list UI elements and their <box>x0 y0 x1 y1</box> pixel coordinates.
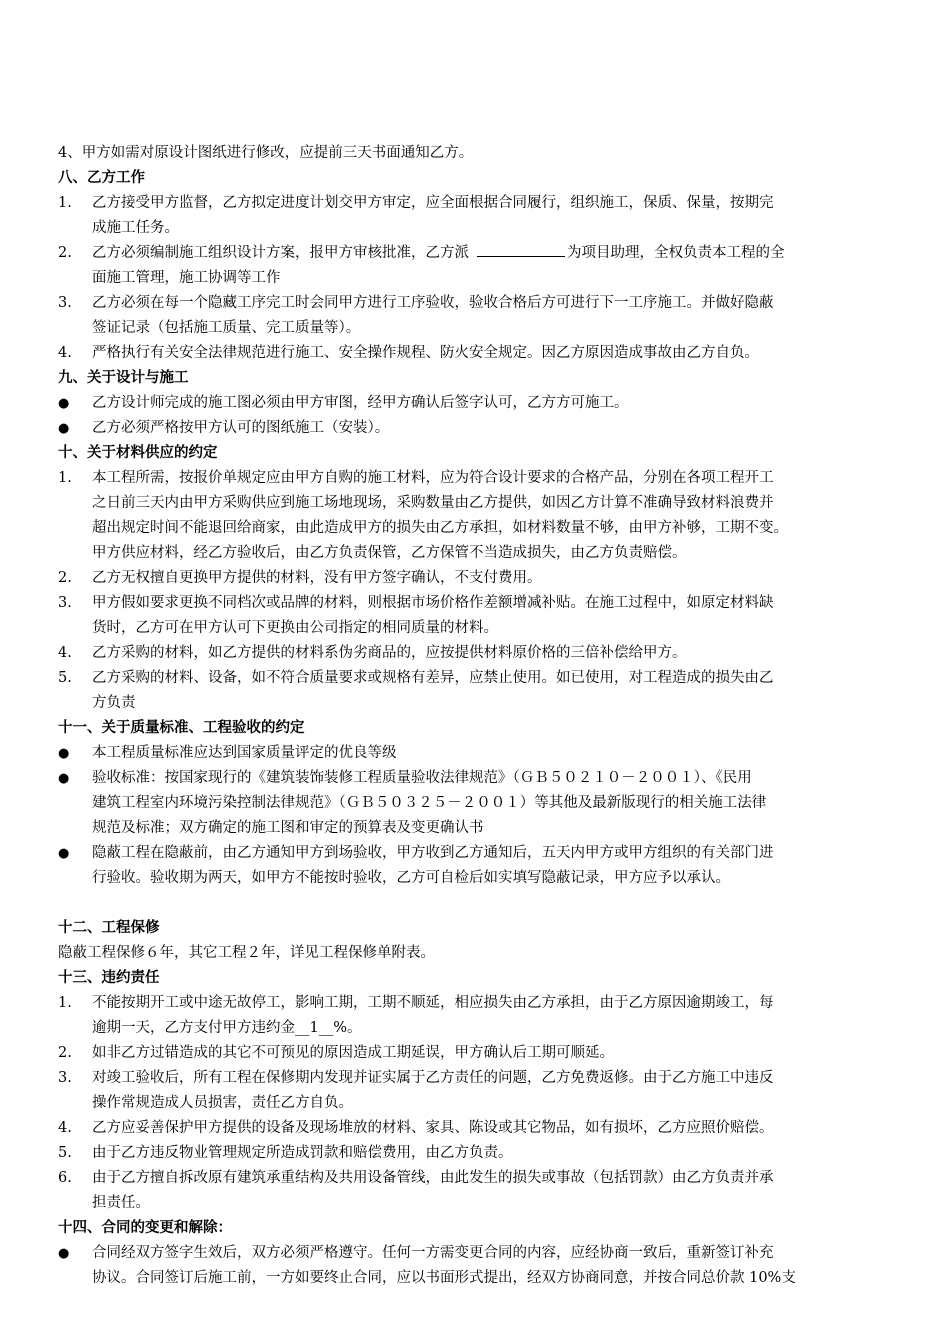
item-number: 3. <box>58 295 72 311</box>
item-line: 严格执行有关安全法律规范进行施工、安全操作规程、防火安全规定。因乙方原因造成事故由乙方自负。 <box>92 345 759 361</box>
item-number: 3. <box>58 595 72 611</box>
item-number: 1. <box>58 995 72 1011</box>
list-item <box>58 991 898 1041</box>
list-item <box>58 1116 898 1141</box>
item-line: 协议。合同签订后施工前，一方如要终止合同，应以书面形式提出，经双方协商同意，并按合同总价款 10%支 <box>92 1270 796 1286</box>
section-14-title: 十四、合同的变更和解除： <box>58 1220 232 1236</box>
list-item <box>58 191 898 241</box>
list-item <box>58 391 898 416</box>
bullet-icon: ● <box>58 396 70 411</box>
contract-page <box>58 141 898 1291</box>
item-line: 乙方无权擅自更换甲方提供的材料，没有甲方签字确认，不支付费用。 <box>92 570 542 586</box>
list-item <box>58 741 898 766</box>
fill-in-blank[interactable] <box>477 241 565 257</box>
item-line: 方负责 <box>92 695 136 711</box>
item-number: 5. <box>58 670 72 686</box>
item-number: 6. <box>58 1170 72 1186</box>
item-line <box>92 241 898 266</box>
list-item <box>58 766 898 841</box>
bullet-icon: ● <box>58 846 70 861</box>
item-line: 甲方供应材料，经乙方验收后，由乙方负责保管，乙方保管不当造成损失，由乙方负责赔偿。 <box>92 545 687 561</box>
item-line: 签证记录（包括施工质量、完工质量等）。 <box>92 320 361 336</box>
list-item <box>58 1166 898 1216</box>
list-item <box>58 1066 898 1116</box>
item-number: 4. <box>58 1120 72 1136</box>
list-item <box>58 566 898 591</box>
item-line: 乙方应妥善保护甲方提供的设备及现场堆放的材料、家具、陈设或其它物品，如有损坏，乙方应照价赔偿。 <box>92 1120 774 1136</box>
item-line: 乙方必须在每一个隐藏工序完工时会同甲方进行工序验收，验收合格后方可进行下一工序施工。并做好隐蔽 <box>92 295 774 311</box>
item-line: 乙方接受甲方监督，乙方拟定进度计划交甲方审定，应全面根据合同履行，组织施工，保质、保量，按期完 <box>92 195 774 211</box>
item-line: 乙方采购的材料、设备，如不符合质量要求或规格有差异，应禁止使用。如已使用，对工程造成的损失由乙 <box>92 670 774 686</box>
item-line: 操作常规造成人员损害，责任乙方自负。 <box>92 1095 353 1111</box>
bullet-icon: ● <box>58 1246 70 1261</box>
item-line: 不能按期开工或中途无故停工，影响工期，工期不顺延，相应损失由乙方承担，由于乙方原因逾期竣工，每 <box>92 995 774 1011</box>
section-13-title: 十三、违约责任 <box>58 970 160 986</box>
section-8-title: 八、乙方工作 <box>58 170 145 186</box>
item-text-before-blank: 乙方必须编制施工组织设计方案，报甲方审核批准，乙方派 <box>92 245 469 261</box>
item-number: 1. <box>58 195 72 211</box>
bullet-icon: ● <box>58 421 70 436</box>
intro-line: 4、甲方如需对原设计图纸进行修改，应提前三天书面通知乙方。 <box>58 145 474 161</box>
item-line: 乙方设计师完成的施工图必须由甲方审图，经甲方确认后签字认可，乙方方可施工。 <box>92 395 629 411</box>
item-line: 由于乙方擅自拆改原有建筑承重结构及共用设备管线，由此发生的损失或事故（包括罚款）由乙方负责并承 <box>92 1170 774 1186</box>
item-line: 隐蔽工程在隐蔽前，由乙方通知甲方到场验收，甲方收到乙方通知后，五天内甲方或甲方组织的有关部门进 <box>92 845 774 861</box>
list-item <box>58 841 898 891</box>
item-line: 合同经双方签字生效后，双方必须严格遵守。任何一方需变更合同的内容，应经协商一致后，重新签订补充 <box>92 1245 774 1261</box>
section-11-title: 十一、关于质量标准、工程验收的约定 <box>58 720 305 736</box>
item-line: 乙方采购的材料，如乙方提供的材料系伪劣商品的，应按提供材料原价格的三倍补偿给甲方。 <box>92 645 687 661</box>
item-line: 之日前三天内由甲方采购供应到施工场地现场，采购数量由乙方提供，如因乙方计算不准确导致材料浪费并 <box>92 495 774 511</box>
item-number: 2. <box>58 1045 72 1061</box>
item-number: 4. <box>58 345 72 361</box>
section-12-body: 隐蔽工程保修６年，其它工程２年，详见工程保修单附表。 <box>58 945 435 961</box>
section-10-title: 十、关于材料供应的约定 <box>58 445 218 461</box>
item-line: 建筑工程室内环境污染控制法律规范》（ＧＢ５０３２５－２００１）等其他及最新版现行的相关施工法律 <box>92 795 767 811</box>
item-line: 规范及标准；双方确定的施工图和审定的预算表及变更确认书 <box>92 820 484 836</box>
section-9-title: 九、关于设计与施工 <box>58 370 189 386</box>
list-item <box>58 1141 898 1166</box>
item-number: 5. <box>58 1145 72 1161</box>
list-item <box>58 1241 898 1291</box>
list-item <box>58 341 898 366</box>
bullet-icon: ● <box>58 771 70 786</box>
item-text-after-blank: 为项目助理，全权负责本工程的全 <box>567 245 785 261</box>
list-item <box>58 466 898 566</box>
item-number: 2. <box>58 245 72 261</box>
item-line: 超出规定时间不能退回给商家，由此造成甲方的损失由乙方承担，如材料数量不够，由甲方补够，工期不变。 <box>92 520 788 536</box>
item-line: 成施工任务。 <box>92 220 179 236</box>
section-12-title: 十二、工程保修 <box>58 920 160 936</box>
list-item <box>58 641 898 666</box>
item-number: 2. <box>58 570 72 586</box>
list-item <box>58 241 898 291</box>
item-line: 乙方必须严格按甲方认可的图纸施工（安装）。 <box>92 420 390 436</box>
item-line: 验收标准：按国家现行的《建筑装饰装修工程质量验收法律规范》（ＧＢ５０２１０－２００１）、《民用 <box>92 770 752 786</box>
item-line: 货时，乙方可在甲方认可下更换由公司指定的相同质量的材料。 <box>92 620 498 636</box>
item-number: 4. <box>58 645 72 661</box>
item-line: 面施工管理，施工协调等工作 <box>92 270 281 286</box>
item-line: 由于乙方违反物业管理规定所造成罚款和赔偿费用，由乙方负责。 <box>92 1145 513 1161</box>
item-number: 3. <box>58 1070 72 1086</box>
list-item <box>58 291 898 341</box>
item-line: 逾期一天，乙方支付甲方违约金__1__%。 <box>92 1020 362 1036</box>
list-item <box>58 666 898 716</box>
item-line: 担责任。 <box>92 1195 150 1211</box>
item-number: 1. <box>58 470 72 486</box>
item-line: 行验收。验收期为两天，如甲方不能按时验收，乙方可自检后如实填写隐蔽记录，甲方应予以承认。 <box>92 870 730 886</box>
bullet-icon: ● <box>58 746 70 761</box>
item-line: 如非乙方过错造成的其它不可预见的原因造成工期延误，甲方确认后工期可顺延。 <box>92 1045 614 1061</box>
list-item <box>58 1041 898 1066</box>
list-item <box>58 591 898 641</box>
item-line: 甲方假如要求更换不同档次或品牌的材料，则根据市场价格作差额增减补贴。在施工过程中，如原定材料缺 <box>92 595 774 611</box>
blank-line <box>58 891 898 916</box>
item-line: 本工程质量标准应达到国家质量评定的优良等级 <box>92 745 397 761</box>
item-line: 本工程所需，按报价单规定应由甲方自购的施工材料，应为符合设计要求的合格产品，分别在各项工程开工 <box>92 470 774 486</box>
list-item <box>58 416 898 441</box>
item-line: 对竣工验收后，所有工程在保修期内发现并证实属于乙方责任的问题，乙方免费返修。由于乙方施工中违反 <box>92 1070 774 1086</box>
